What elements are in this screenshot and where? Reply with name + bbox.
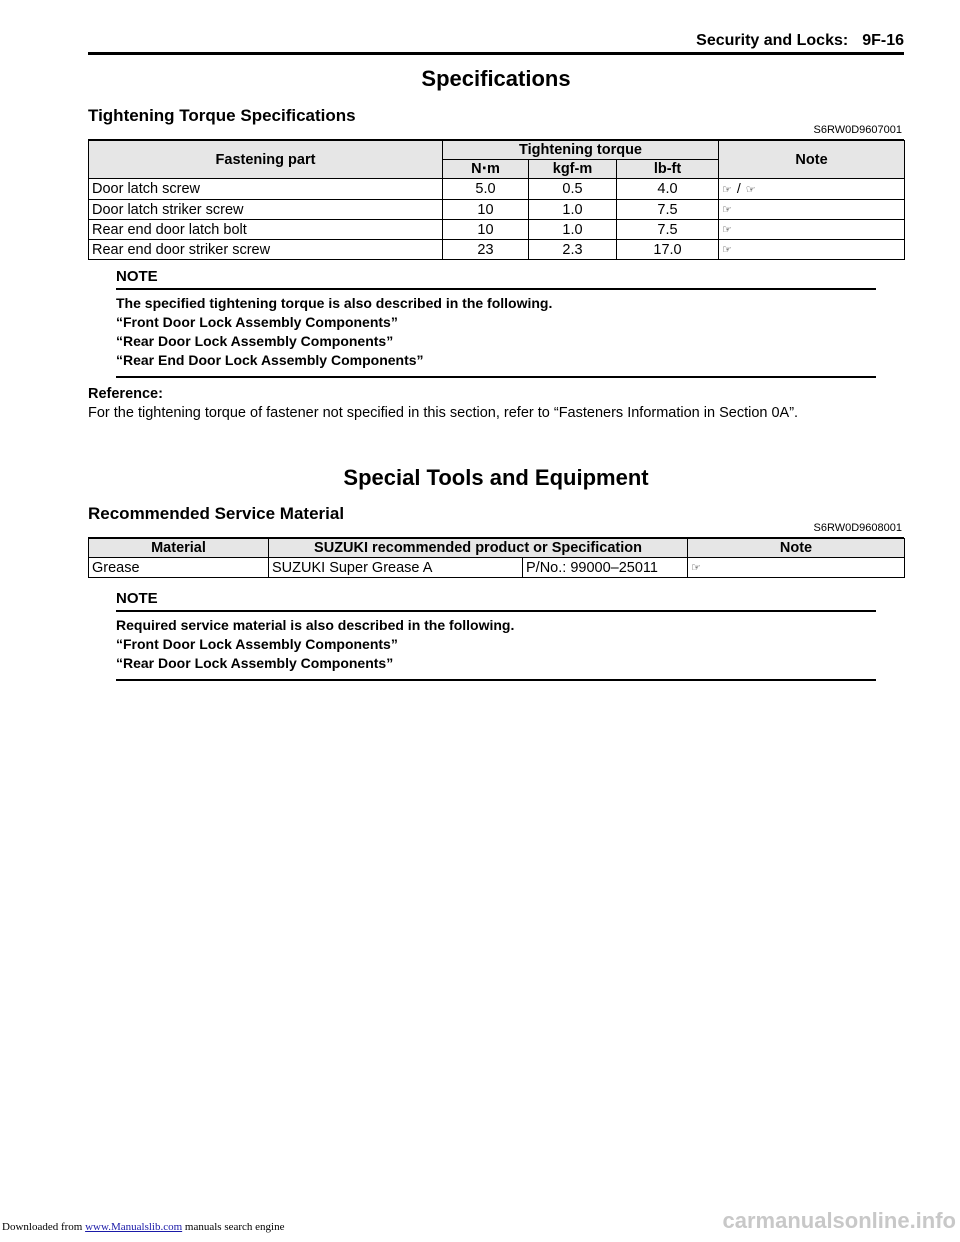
pointing-hand-icon[interactable]: ☞ bbox=[722, 223, 732, 236]
material-code: S6RW0D9608001 bbox=[813, 522, 902, 534]
cell-note bbox=[719, 200, 905, 220]
col-nm: N⋅m bbox=[443, 160, 529, 179]
cell-kgfm: 1.0 bbox=[529, 220, 617, 240]
col-material: Material bbox=[89, 539, 269, 558]
tools-title: Special Tools and Equipment bbox=[343, 465, 649, 490]
note-title: NOTE bbox=[116, 590, 158, 607]
table-row bbox=[89, 220, 905, 240]
cell-nm: 10 bbox=[443, 220, 529, 240]
note-bottom-rule bbox=[116, 679, 876, 681]
col-product: SUZUKI recommended product or Specification bbox=[269, 539, 688, 558]
note-line[interactable]: “Rear Door Lock Assembly Components” bbox=[116, 655, 394, 671]
note-line[interactable]: “Front Door Lock Assembly Components” bbox=[116, 636, 398, 652]
note-line[interactable]: “Front Door Lock Assembly Components” bbox=[116, 314, 398, 330]
col-lbft: lb-ft bbox=[617, 160, 719, 179]
cell-part: Rear end door latch bolt bbox=[89, 220, 443, 240]
specifications-title: Specifications bbox=[421, 66, 571, 91]
cell-nm: 5.0 bbox=[443, 179, 529, 200]
note-separator: / bbox=[736, 180, 741, 196]
col-kgfm: kgf-m bbox=[529, 160, 617, 179]
table-row bbox=[89, 179, 905, 200]
table-row bbox=[89, 200, 905, 220]
cell-kgfm: 1.0 bbox=[529, 200, 617, 220]
header-page-number: 9F-16 bbox=[862, 32, 904, 49]
material-table bbox=[88, 538, 905, 578]
cell-part-number: P/No.: 99000–25011 bbox=[523, 558, 688, 578]
cell-product: SUZUKI Super Grease A bbox=[269, 558, 523, 578]
note-bottom-rule bbox=[116, 376, 876, 378]
note-line[interactable]: “Rear Door Lock Assembly Components” bbox=[116, 333, 394, 349]
cell-lbft: 7.5 bbox=[617, 220, 719, 240]
col-note: Note bbox=[688, 539, 905, 558]
download-footer bbox=[2, 1221, 284, 1233]
page-header bbox=[88, 32, 904, 50]
footer-prefix: Downloaded from bbox=[2, 1221, 83, 1233]
torque-heading: Tightening Torque Specifications bbox=[88, 106, 356, 125]
cell-lbft: 17.0 bbox=[617, 240, 719, 260]
reference-title: Reference: bbox=[88, 386, 163, 402]
cell-part: Door latch screw bbox=[89, 179, 443, 200]
cell-note bbox=[719, 220, 905, 240]
note-line: The specified tightening torque is also described in the following. bbox=[116, 295, 553, 311]
torque-code: S6RW0D9607001 bbox=[813, 124, 902, 136]
footer-suffix: manuals search engine bbox=[184, 1221, 285, 1233]
cell-nm: 23 bbox=[443, 240, 529, 260]
pointing-hand-icon[interactable]: ☞ bbox=[691, 561, 701, 574]
note-box bbox=[116, 590, 876, 681]
col-fastening-part: Fastening part bbox=[89, 141, 443, 179]
cell-material: Grease bbox=[89, 558, 269, 578]
pointing-hand-icon[interactable]: ☞ bbox=[722, 243, 732, 256]
cell-note bbox=[719, 240, 905, 260]
material-heading: Recommended Service Material bbox=[88, 504, 345, 523]
note-box bbox=[116, 268, 876, 378]
col-note: Note bbox=[719, 141, 905, 179]
note-line: Required service material is also described in the following. bbox=[116, 617, 515, 633]
cell-note bbox=[719, 179, 905, 200]
header-section-title: Security and Locks: bbox=[696, 32, 849, 49]
table-row bbox=[89, 240, 905, 260]
pointing-hand-icon[interactable]: ☞ bbox=[722, 203, 732, 216]
col-tightening-torque: Tightening torque bbox=[443, 141, 719, 160]
reference-block bbox=[88, 385, 798, 423]
note-line[interactable]: “Rear End Door Lock Assembly Components” bbox=[116, 352, 424, 368]
cell-lbft: 7.5 bbox=[617, 200, 719, 220]
pointing-hand-icon[interactable]: ☞ bbox=[745, 183, 756, 196]
header-rule bbox=[88, 52, 904, 55]
cell-kgfm: 2.3 bbox=[529, 240, 617, 260]
manualslib-link[interactable]: www.Manualslib.com bbox=[85, 1221, 183, 1233]
cell-note bbox=[688, 558, 905, 578]
cell-kgfm: 0.5 bbox=[529, 179, 617, 200]
note-body bbox=[116, 290, 876, 376]
watermark-logo: carmanualsonline.info bbox=[722, 1208, 956, 1233]
cell-part: Door latch striker screw bbox=[89, 200, 443, 220]
pointing-hand-icon[interactable]: ☞ bbox=[722, 183, 732, 196]
torque-table bbox=[88, 140, 905, 260]
cell-part: Rear end door striker screw bbox=[89, 240, 443, 260]
table-row bbox=[89, 558, 905, 578]
reference-text[interactable]: For the tightening torque of fastener not specified in this section, refer to “Fasteners Information in Section 0A”. bbox=[88, 405, 799, 421]
note-body bbox=[116, 612, 876, 679]
cell-lbft: 4.0 bbox=[617, 179, 719, 200]
note-title: NOTE bbox=[116, 268, 158, 285]
cell-nm: 10 bbox=[443, 200, 529, 220]
